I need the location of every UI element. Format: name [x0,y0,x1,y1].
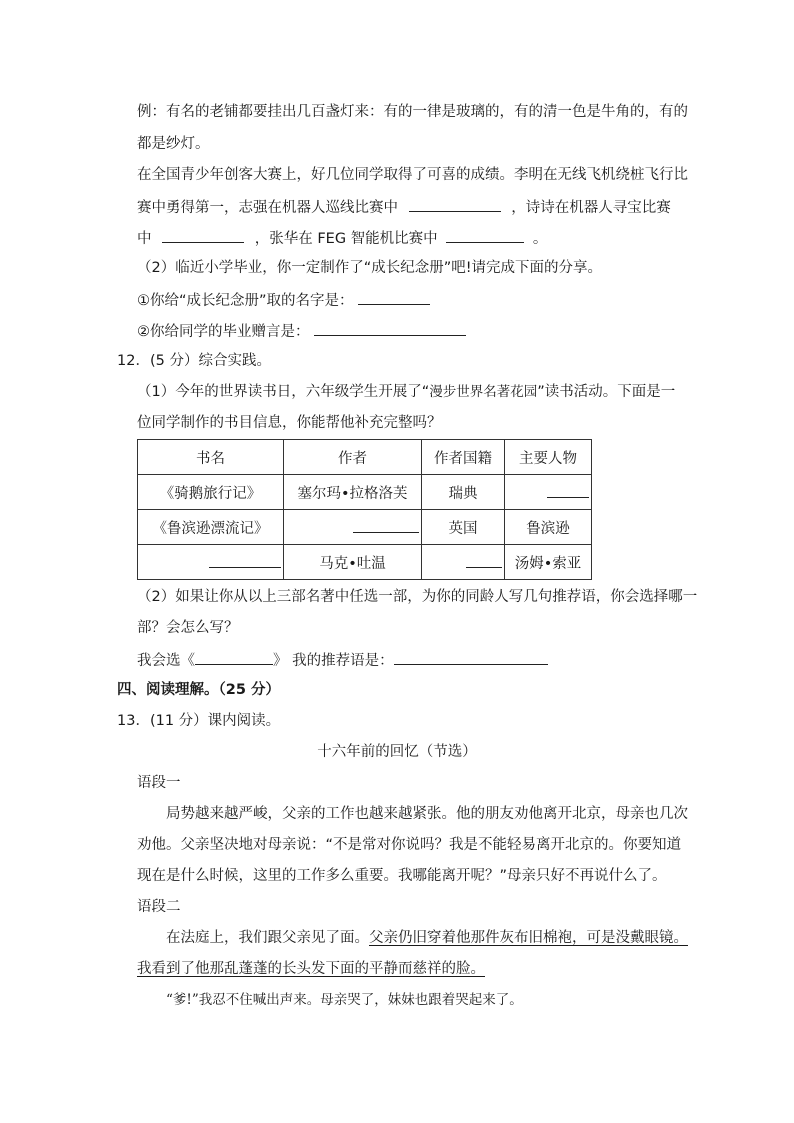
table-cell: 鲁滨逊 [505,510,592,545]
segment-2-label: 语段二 [137,899,181,915]
table-cell-blank[interactable] [138,545,284,580]
segment-2-line-3: “爹!”我忍不住喊出声来。母亲哭了，妹妹也跟着哭起来了。 [166,992,523,1008]
table-header-cell: 书名 [138,440,284,475]
q11-2-item-1-label: ①你给“成长纪念册”取的名字是： [137,293,354,309]
example-line-1: 例：有名的老铺都要挂出几百盏灯来：有的一律是玻璃的，有的清一色是牛角的，有的 [137,104,688,120]
q13-heading: 13．(11 分）课内阅读。 [117,713,281,729]
passage-title: 十六年前的回忆（节选） [317,744,477,760]
answer-blank-farewell-message[interactable] [314,320,466,336]
table-cell: 马克•吐温 [284,545,422,580]
fill-line-2-text-a: 赛中勇得第一，志强在机器人巡线比赛中 [137,200,398,216]
q11-2-prompt: （2）临近小学毕业，你一定制作了“成长纪念册”吧!请完成下面的分享。 [137,260,603,276]
underlined-sentence-part-1: 父亲仍旧穿着他那件灰布旧棉袍，可是没戴眼镜。 [369,930,688,946]
fill-line-2-text-b: ，诗诗在机器人寻宝比赛 [511,200,671,216]
answer-blank-recommendation[interactable] [394,649,548,665]
fill-line-3 [137,227,547,249]
answer-blank-main-character[interactable] [547,482,589,498]
q12-1-line-1-a: （1）今年的世界读书日，六年级学生开展了“ [137,384,430,400]
table-header-row [138,440,592,475]
q11-2-item-2 [137,320,466,342]
fill-line-1: 在全国青少年创客大赛上，好几位同学取得了可喜的成绩。李明在无线飞机绕桩飞行比 [137,167,688,183]
segment-2-line-1 [166,928,688,948]
table-cell: 《鲁滨逊漂流记》 [138,510,284,545]
q12-2-answer-label-b: 》 我的推荐语是： [273,653,394,669]
answer-blank-chosen-book[interactable] [195,649,273,665]
underlined-sentence-part-2: 我看到了他那乱蓬蓬的长头发下面的平静而慈祥的脸。 [137,961,485,977]
table-cell: 英国 [422,510,505,545]
q11-2-item-2-label: ②你给同学的毕业赠言是： [137,324,310,340]
fill-line-3-text-c: 。 [532,231,548,247]
example-line-2: 都是纱灯。 [137,136,210,152]
activity-name: 漫步世界名著花园 [429,384,538,400]
q12-1-line-1-c: ”读书活动。下面是一 [537,384,676,400]
fill-line-2 [137,196,671,218]
table-header-cell: 主要人物 [505,440,592,475]
table-header-cell: 作者国籍 [422,440,505,475]
q12-2-answer [137,649,548,671]
table-cell-blank[interactable] [422,545,505,580]
q12-2-line-1: （2）如果让你从以上三部名著中任选一部，为你的同龄人写几句推荐语，你会选择哪一 [137,589,698,605]
table-cell-blank[interactable] [505,475,592,510]
answer-blank-shishi[interactable] [162,227,244,243]
table-cell: 《骑鹅旅行记》 [138,475,284,510]
answer-blank-zhiqiang[interactable] [409,196,501,212]
q12-2-answer-label-a: 我会选《 [137,653,195,669]
table-row [138,475,592,510]
table-cell: 汤姆•索亚 [505,545,592,580]
table-row [138,545,592,580]
segment-1-line-1: 局势越来越严峻，父亲的工作也越来越紧张。他的朋友劝他离开北京，母亲也几次 [166,806,688,822]
book-info-table [137,439,592,580]
segment-1-line-2: 劝他。父亲坚决地对母亲说：“不是常对你说吗？我是不能轻易离开北京的。你要知道 [137,837,682,853]
table-cell: 塞尔玛•拉格洛芙 [284,475,422,510]
segment-1-line-3: 现在是什么时候，这里的工作多么重要。我哪能离开呢？”母亲只好不再说什么了。 [137,868,667,884]
segment-2-line-1-a: 在法庭上，我们跟父亲见了面。 [166,930,369,946]
q12-2-line-2: 部？会怎么写？ [137,620,239,636]
answer-blank-zhanghua[interactable] [446,227,524,243]
answer-blank-author[interactable] [353,517,419,533]
answer-blank-album-name[interactable] [358,289,430,305]
q12-1-line-2: 位同学制作的书目信息，你能帮他补充完整吗？ [137,415,442,431]
fill-line-3-text-b: ，张华在 FEG 智能机比赛中 [254,231,438,247]
table-row [138,510,592,545]
table-cell-blank[interactable] [284,510,422,545]
q12-1-line-1 [137,382,675,402]
table-cell: 瑞典 [422,475,505,510]
q12-heading: 12．(5 分）综合实践。 [117,353,271,369]
answer-blank-nationality[interactable] [466,552,502,568]
answer-blank-book-title[interactable] [209,552,281,568]
q11-2-item-1 [137,289,430,311]
segment-1-label: 语段一 [137,775,181,791]
fill-line-3-text-a: 中 [137,231,152,247]
table-header-cell: 作者 [284,440,422,475]
section-4-heading: 四、阅读理解。（25 分） [117,682,280,698]
